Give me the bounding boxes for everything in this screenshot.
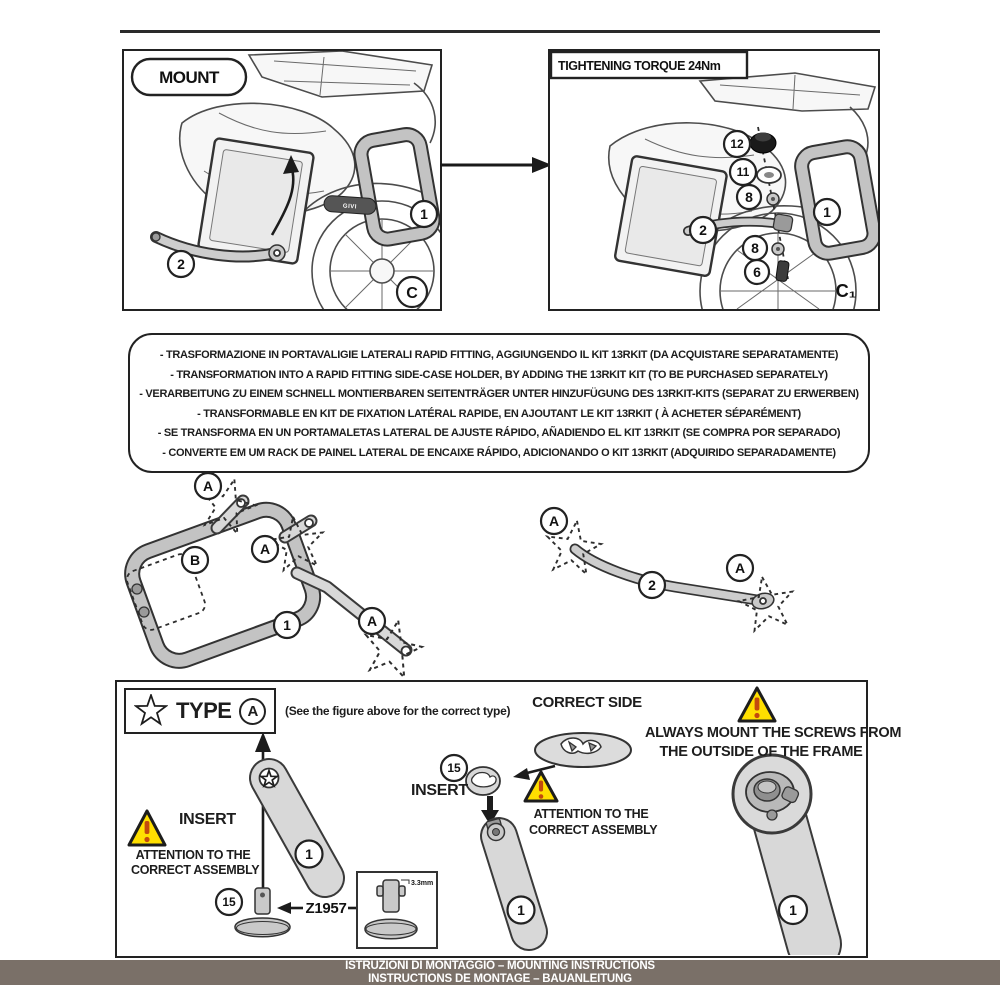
insert-label-left: INSERT <box>179 811 236 828</box>
svg-text:2: 2 <box>177 256 185 272</box>
svg-text:2: 2 <box>699 222 707 238</box>
callout-8a <box>737 185 761 209</box>
mount-label <box>132 59 246 95</box>
notes-box <box>128 333 870 473</box>
mount-loop-part <box>799 145 876 256</box>
frame-diagram <box>115 473 885 678</box>
footer-bar <box>0 960 1000 985</box>
svg-text:2: 2 <box>648 577 656 593</box>
svg-text:1: 1 <box>283 617 291 633</box>
footer-line-1: ISTRUZIONI DI MONTAGGIO – MOUNTING INSTRUCTIONS <box>345 960 655 972</box>
callout-6 <box>745 260 769 284</box>
note-line-pt: - CONVERTE EM UM RACK DE PAINEL LATERAL DE ENCAIXE RÁPIDO, ADICIONANDO O KIT 13RKIT (ADQUIRIDO SEPARADAMENTE) <box>162 446 836 459</box>
callout-a3 <box>359 608 385 634</box>
callout-2 <box>639 572 665 598</box>
svg-text:8: 8 <box>751 240 759 256</box>
callout-2 <box>168 251 194 277</box>
svg-text:B: B <box>189 552 201 568</box>
svg-text:GIVI: GIVI <box>342 203 358 211</box>
attention-label-middle: ATTENTION TO THE CORRECT ASSEMBLY <box>529 807 658 837</box>
svg-text:15: 15 <box>447 761 461 775</box>
callout-a2 <box>252 536 278 562</box>
footer-line-2: INSTRUCTIONS DE MONTAGE – BAUANLEITUNG <box>368 972 632 985</box>
left-assembly <box>129 732 437 948</box>
mount-panel <box>122 49 442 311</box>
grommet-part15 <box>235 888 290 937</box>
torque-panel <box>548 49 880 311</box>
type-star-icon <box>134 694 168 728</box>
part-code-label: Z1957 <box>305 900 347 917</box>
callout-15-mid <box>441 755 467 781</box>
callout-2 <box>690 217 716 243</box>
svg-text:A: A <box>202 478 214 494</box>
callout-12 <box>724 131 750 157</box>
callout-15-left <box>216 889 242 915</box>
svg-text:TIGHTENING TORQUE 24Nm: TIGHTENING TORQUE 24Nm <box>558 59 721 73</box>
svg-text:A: A <box>366 613 378 629</box>
callout-1-left <box>296 841 323 868</box>
callout-1-right <box>779 896 807 924</box>
callout-a4 <box>541 508 567 534</box>
note-line-fr: - TRANSFORMABLE EN KIT DE FIXATION LATÉRAL RAPIDE, EN AJOUTANT LE KIT 13RKIT ( À ACHETER SÉPARÉMENT) <box>197 407 801 420</box>
svg-text:11: 11 <box>736 165 750 179</box>
washer-part15 <box>466 767 500 795</box>
svg-text:1: 1 <box>517 902 525 918</box>
mount-illustration <box>124 51 440 309</box>
svg-text:1: 1 <box>823 204 831 220</box>
callout-b <box>182 547 208 573</box>
warning-icon-left <box>129 811 165 845</box>
svg-text:15: 15 <box>222 895 236 909</box>
torque-illustration <box>550 51 878 309</box>
callout-1 <box>814 199 840 225</box>
callout-11 <box>730 159 756 185</box>
note-line-it: - TRASFORMAZIONE IN PORTAVALIGIE LATERALI RAPID FITTING, AGGIUNGENDO IL KIT 13RKIT (DA ACQUISTARE SEPARATAMENTE) <box>159 349 839 361</box>
svg-text:A: A <box>259 541 271 557</box>
svg-text:8: 8 <box>745 189 753 205</box>
warning-icon-middle <box>525 772 557 801</box>
panel-arrow-icon <box>440 148 552 182</box>
svg-text:C: C <box>406 285 418 302</box>
torque-label <box>551 52 747 78</box>
warning-icon-right <box>739 688 775 721</box>
type-a-box <box>115 680 902 958</box>
correct-side-washer <box>535 733 631 767</box>
note-line-es: - SE TRANSFORMA EN UN PORTAMALETAS LATERAL DE AJUSTE RÁPIDO, AÑADIENDO EL KIT 13RKIT (SE COMPRA POR SEPARADO) <box>157 427 841 439</box>
always-mount-label: ALWAYS MOUNT THE SCREWS FROM THE OUTSIDE OF THE FRAME <box>645 725 902 760</box>
callout-c <box>397 277 427 307</box>
strut-bracket <box>324 195 377 215</box>
callout-c1: C₁ <box>835 281 857 301</box>
callout-1-mid <box>508 897 535 924</box>
svg-text:12: 12 <box>730 137 744 151</box>
measurement-label: 3.3mm <box>411 880 434 887</box>
type-header-box <box>124 688 276 734</box>
rack-frame-part1 <box>125 499 410 668</box>
svg-text:MOUNT: MOUNT <box>159 68 219 87</box>
top-rule <box>120 30 880 33</box>
svg-text:6: 6 <box>753 264 761 280</box>
callout-1 <box>411 201 437 227</box>
type-letter-badge: A <box>239 698 266 725</box>
correct-side-label: CORRECT SIDE <box>532 694 642 711</box>
callout-a1 <box>195 473 221 499</box>
note-line-en: - TRANSFORMATION INTO A RAPID FITTING SIDE-CASE HOLDER, BY ADDING THE 13RKIT KIT (TO BE PURCHASED SEPARATELY) <box>170 368 828 381</box>
callout-a5 <box>727 555 753 581</box>
see-note: (See the figure above for the correct type) <box>285 704 511 718</box>
svg-text:1: 1 <box>789 902 797 918</box>
svg-text:A: A <box>548 513 560 529</box>
z1957-detail-box <box>357 872 437 948</box>
note-line-de: - VERARBEITUNG ZU EINEM SCHNELL MONTIERBAREN SEITENTRÄGER UNTER HINZUFÜGUNG DES 13RKIT-KITS (SEPARAT ZU ERWERBEN) <box>139 388 859 400</box>
callout-1 <box>274 612 300 638</box>
type-label: TYPE <box>176 698 232 723</box>
svg-text:1: 1 <box>305 846 313 862</box>
svg-text:1: 1 <box>420 206 428 222</box>
insert-label-middle: INSERT <box>411 782 468 799</box>
svg-text:A: A <box>734 560 746 576</box>
callout-8b <box>743 236 767 260</box>
attention-label-left: ATTENTION TO THE CORRECT ASSEMBLY <box>131 848 260 877</box>
